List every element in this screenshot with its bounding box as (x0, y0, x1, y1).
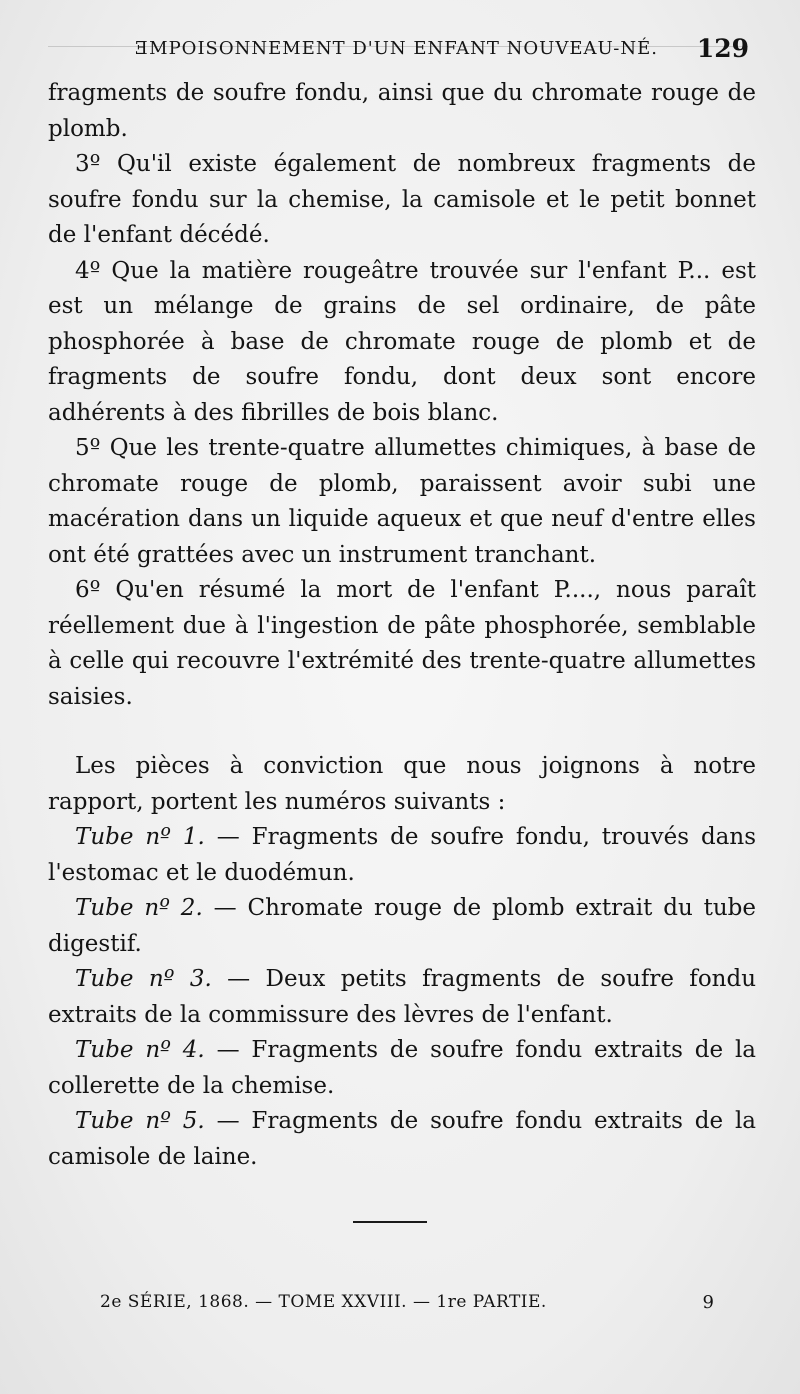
footer-signature-line: 2e SÉRIE, 1868. — TOME XXVIII. — 1re PARTIE. (100, 1292, 547, 1312)
page-header (135, 34, 755, 68)
page-footer (100, 1292, 720, 1322)
tube-label: Tube nº 4. (75, 1037, 205, 1063)
page-number: 129 (696, 34, 749, 63)
tube-label: Tube nº 5. (75, 1108, 205, 1134)
paragraph-point-4: 4º Que la matière rougeâtre trouvée sur l'enfant P... est est un mélange de grains de sel ordinaire, de pâte phosphorée à base de chromate rouge de plomb et de fragments de soufre fondu, dont deux sont encore adhérents à des fibrilles de bois blanc. (48, 257, 756, 426)
tube-text: — Fragments de soufre fondu extraits de la collerette de la chemise. (48, 1037, 757, 1099)
paragraph-point-5: 5º Que les trente-quatre allumettes chimiques, à base de chromate rouge de plomb, paraissent avoir subi une macération dans un liquide aqueux et que neuf d'entre elles ont été grattées avec un instrument tranchant. (48, 435, 756, 568)
paragraph-point-6: 6º Qu'en résumé la mort de l'enfant P...., nous paraît réellement due à l'ingestion de pâte phosphorée, semblable à celle qui recouvre l'extrémité des trente-quatre allumettes saisies. (48, 577, 756, 710)
section-divider (353, 1221, 427, 1223)
tube-entry-4 (48, 1033, 756, 1104)
paragraph-evidence-intro: Les pièces à conviction que nous joignons à notre rapport, portent les numéros suivants : (48, 753, 756, 815)
body-text (48, 76, 756, 1175)
tube-text: — Fragments de soufre fondu, trouvés dans l'estomac et le duodémun. (48, 824, 757, 886)
tube-label: Tube nº 3. (75, 966, 212, 992)
tube-entry-1 (48, 820, 756, 891)
tube-entry-2 (48, 891, 756, 962)
tube-label: Tube nº 1. (75, 824, 205, 850)
running-title: ƎMPOISONNEMENT D'UN ENFANT NOUVEAU-NÉ. (135, 38, 658, 59)
tube-entry-5 (48, 1104, 756, 1175)
tube-text: — Fragments de soufre fondu extraits de la camisole de laine. (48, 1108, 757, 1170)
tube-label: Tube nº 2. (75, 895, 203, 921)
footer-signature-mark: 9 (702, 1292, 714, 1313)
tube-text: — Chromate rouge de plomb extrait du tube digestif. (48, 895, 757, 957)
tube-entry-3 (48, 962, 756, 1033)
paragraph-point-3: 3º Qu'il existe également de nombreux fragments de soufre fondu sur la chemise, la camisole et le petit bonnet de l'enfant décédé. (48, 151, 756, 248)
tube-text: — Deux petits fragments de soufre fondu extraits de la commissure des lèvres de l'enfant. (48, 966, 757, 1028)
paragraph-continuation: fragments de soufre fondu, ainsi que du chromate rouge de plomb. (48, 80, 756, 142)
